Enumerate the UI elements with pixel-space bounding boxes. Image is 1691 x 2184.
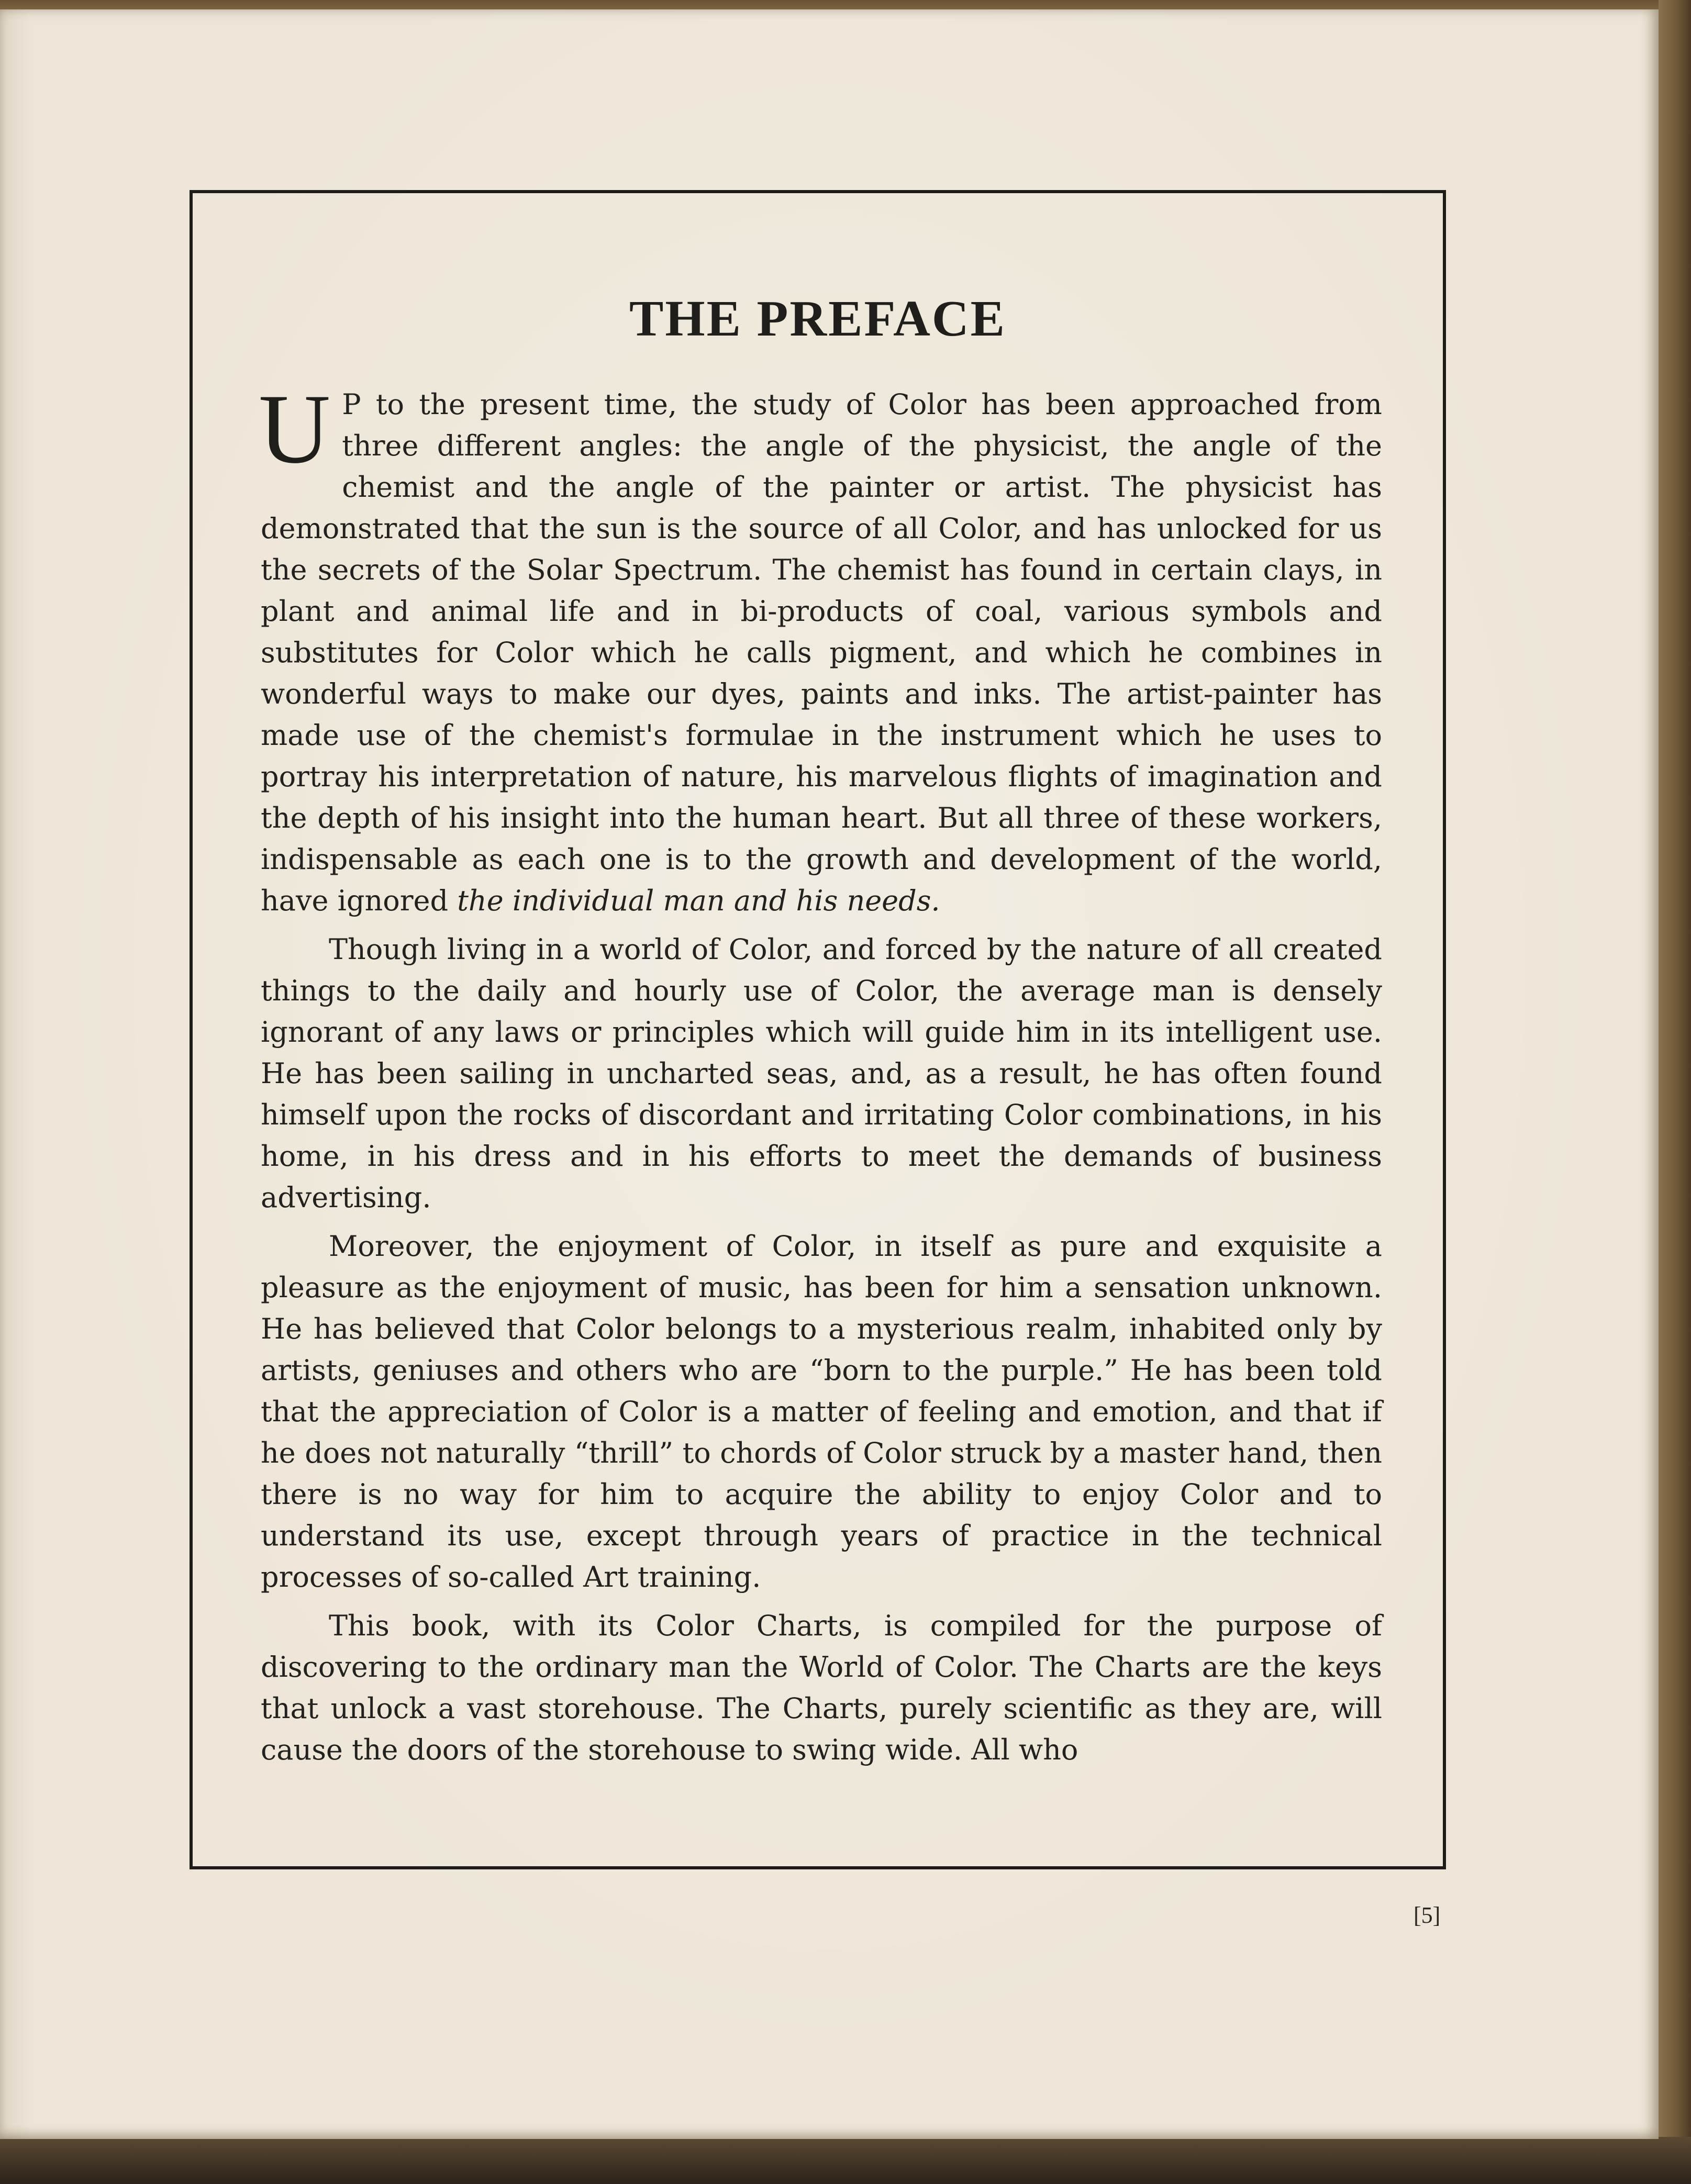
book-cover-bottom-edge <box>0 2137 1691 2184</box>
paragraph-1-text: P to the present time, the study of Color has been approached from three different angles: the angle of the physicist, the angle of the chemist and the angle of the painter or artist. The physicist has demonstrated that the sun is the source of all Color, and has unlocked for us the secrets of the Solar Spectrum. The chemist has found in certain clays, in plant and animal life and in bi-products of coal, various symbols and substitutes for Color which he calls pigment, and which he combines in wonderful ways to make our dyes, paints and inks. The artist-painter has made use of the chemist's formulae in the instrument which he uses to portray his interpretation of nature, his marvelous flights of imagination and the depth of his insight into the human heart. But all three of these workers, indispensable as each one is to the growth and development of the world, have ignored <box>261 388 1382 917</box>
paragraph-1-emphasis: the individual man and his needs. <box>457 884 940 917</box>
text-frame <box>190 190 1446 1869</box>
paragraph-3: Moreover, the enjoyment of Color, in itself as pure and exquisite a pleasure as the enjoyment of music, has been for him a sensation unknown. He has believed that Color belongs to a mysterious realm, inhabited only by artists, geniuses and others who are “born to the purple.” He has been told that the appreciation of Color is a matter of feeling and emotion, and that if he does not naturally “thrill” to chords of Color struck by a master hand, then there is no way for him to acquire the ability to enjoy Color and to understand its use, except through years of practice in the technical processes of so-called Art training. <box>261 1230 1382 1594</box>
preface-text <box>259 374 1382 1770</box>
paragraph-2: Though living in a world of Color, and forced by the nature of all created things to the daily and hourly use of Color, the average man is densely ignorant of any laws or principles which will guide him in its intelligent use. He has been sailing in uncharted seas, and, as a result, he has often found himself upon the rocks of discordant and irritating Color combinations, in his home, in his dress and in his efforts to meet the demands of business advertising. <box>261 933 1382 1214</box>
drop-cap: U <box>259 374 331 484</box>
paragraph-1 <box>259 374 1382 921</box>
paragraph-4: This book, with its Color Charts, is compiled for the purpose of discovering to the ordinary man the World of Color. The Charts are the keys that unlock a vast storehouse. The Charts, purely scientific as they are, will cause the doors of the storehouse to swing wide. All who <box>261 1609 1382 1766</box>
book-cover-right-edge <box>1659 0 1691 2146</box>
page-number: [5] <box>1414 1902 1441 1928</box>
book-page <box>0 9 1659 2139</box>
page-title: THE PREFACE <box>629 291 1006 347</box>
